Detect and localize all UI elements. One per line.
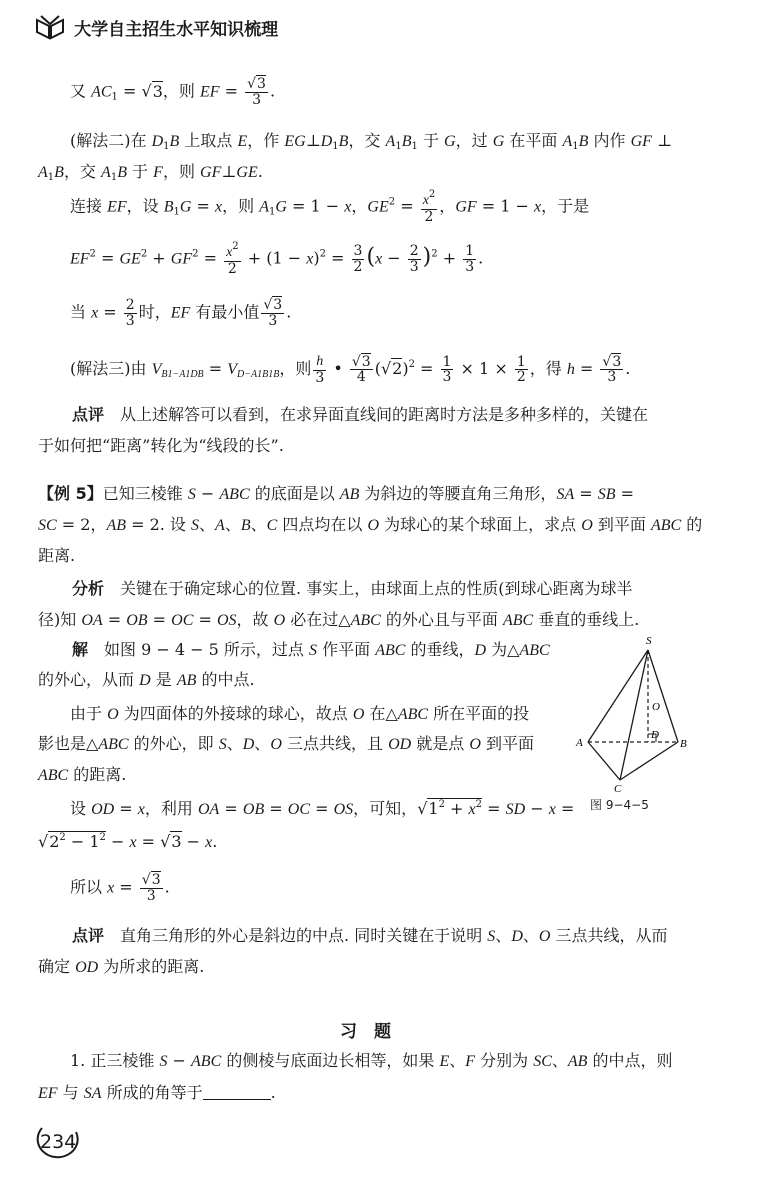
- edge-SC: [620, 650, 648, 780]
- book-logo-icon: [35, 14, 65, 40]
- when-line: 当 x = $\frac{2}{3}$ 时，EF 有最小值 $\frac{√3}{3}$ .: [70, 297, 292, 329]
- solution-line3: 由于 O 为四面体的外接球的球心，故点 O 在△ABC 所在平面的投: [70, 704, 530, 723]
- solution-line2: 的外心，从而 D 是 AB 的中点.: [38, 670, 255, 689]
- edge-AC: [588, 742, 620, 780]
- pyramid-diagram: [570, 630, 710, 800]
- sol3-line: (解法三)由 $V_{B1-A1DB} = V_{D-A1B1B}$，则 $\frac{h}{3}$ • $\frac{√3}{4}$ $(√2)^2$ = $\frac{1}{3}$ × 1 × $\frac{1}{2}$ ，得 h = $\frac{√3}{3}$ .: [70, 353, 631, 386]
- sol2-line2: $A_1B$，交 $A_1B$ 于 F，则 GF⊥GE.: [38, 162, 263, 183]
- label-C: C: [614, 783, 622, 795]
- solution-line5: ABC 的距离.: [38, 765, 127, 784]
- edge-CB: [620, 742, 678, 780]
- ef2-line: $EF^2 = GE^2 + GF^2$ = $\frac{x^2}{2}$ + $(1 - x)^2$ = $\frac{3}{2}$ (x − $\frac{2}{3}$ )$^2$ + $\frac{1}{3}$ .: [70, 241, 484, 277]
- comment1-line2: 于如何把“距离”转化为“线段的长”.: [38, 436, 284, 455]
- header: [35, 14, 278, 40]
- sol2-line1: (解法二)在 $D_1B$ 上取点 E，作 $EG\perp D_1B$，交 $A_1B_1$ 于 G，过 G 在平面 $A_1B$ 内作 GF ⊥: [70, 131, 673, 152]
- analysis-line2: 径)知 OA = OB = OC = OS，故 O 必在过△ABC 的外心且与平面 ABC 垂直的垂线上.: [38, 610, 640, 629]
- comment1-line1: 点评 从上述解答可以看到，在求异面直线间的距离时方法是多种多样的，关键在: [72, 405, 649, 424]
- example5-line2: SC = 2，AB = 2. 设 S、A、B、C 四点均在以 O 为球心的某个球面上，求点 O 到平面 ABC 的: [38, 515, 703, 534]
- solution-line1: 解 如图 9 − 4 − 5 所示，过点 S 作平面 ABC 的垂线，D 为△ABC: [72, 640, 550, 659]
- edge-SA: [588, 650, 648, 742]
- connect-line: 连接 EF，设 $B_1G = x$，则 $A_1G = 1 - x$，$GE^2$ = $\frac{x^2}{2}$ ，GF = 1 − x，于是: [70, 189, 590, 225]
- example5-line3: 距离.: [38, 546, 76, 565]
- figure-9-4-5: [570, 630, 710, 830]
- analysis-line1: 分析 关键在于确定球心的位置. 事实上，由球面上点的性质(到球心距离为球半: [72, 579, 633, 598]
- header-title: 大学自主招生水平知识梳理: [74, 19, 279, 40]
- line-ac: 又 $AC_1 = √3$，则 EF = $\frac{√3}{3}$ .: [70, 76, 276, 108]
- label-A: A: [576, 737, 583, 749]
- page-number-badge: [32, 1122, 82, 1160]
- label-O: O: [652, 701, 660, 713]
- solution-line4: 影也是△ABC 的外心，即 S、D、O 三点共线，且 OD 就是点 O 到平面: [38, 734, 535, 753]
- exercise-1-line1: 1. 正三棱锥 S − ABC 的侧棱与底面边长相等，如果 E、F 分别为 SC、AB 的中点，则: [70, 1051, 673, 1070]
- answer-blank[interactable]: [203, 1085, 271, 1100]
- page-number: 234: [40, 1131, 77, 1153]
- example5-line1: 【例 5】已知三棱锥 S − ABC 的底面是以 AB 为斜边的等腰直角三角形，SA = SB =: [38, 484, 635, 503]
- solution-line8: 所以 x = $\frac{√3}{3}$ .: [70, 872, 170, 904]
- label-B: B: [680, 738, 687, 750]
- label-D: D: [651, 729, 659, 741]
- figure-caption: 图 9−4−5: [590, 798, 649, 812]
- label-S: S: [646, 635, 652, 647]
- solution-line7: $√2^2 - 1^2 - x = √3 - x$.: [38, 832, 218, 851]
- exercises-title: 习 题: [340, 1022, 391, 1042]
- comment2-line2: 确定 OD 为所求的距离.: [38, 957, 205, 976]
- solution-line6: 设 OD = x，利用 OA = OB = OC = OS，可知，$√1^2 + x^2$ = SD − x =: [70, 799, 575, 818]
- comment2-line1: 点评 直角三角形的外心是斜边的中点. 同时关键在于说明 S、D、O 三点共线，从而: [72, 926, 668, 945]
- exercise-1-line2: EF 与 SA 所成的角等于 .: [38, 1083, 276, 1102]
